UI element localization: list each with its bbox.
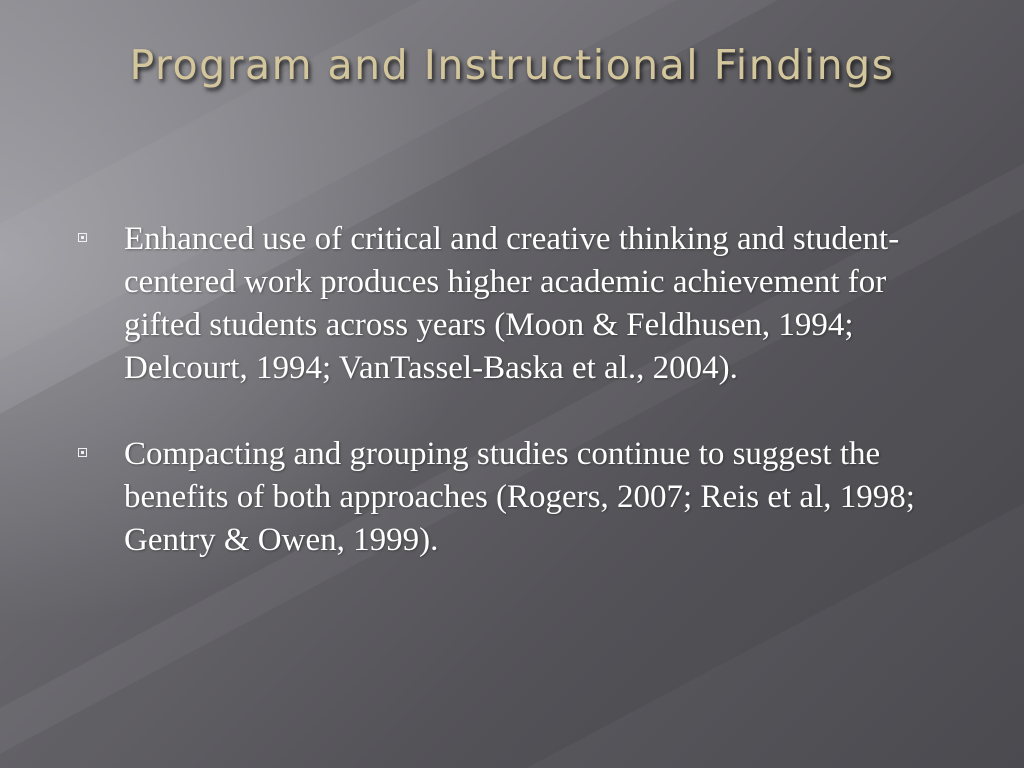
bullet-list: [78, 218, 958, 562]
bullet-item: [78, 433, 958, 562]
bullet-text: Compacting and grouping studies continue to suggest the benefits of both approaches (Rogers, 2007; Reis et al, 1998; Gentry & Owen, 1999).: [124, 436, 915, 558]
bullet-text: Enhanced use of critical and creative thinking and student-centered work produces higher academic achievement for gifted students across years (Moon & Feldhusen, 1994; Delcourt, 1994; VanTassel-Baska et al., 2004).: [124, 221, 900, 386]
bullet-item: [78, 218, 958, 390]
square-bullet-icon: [78, 233, 87, 242]
slide-title: Program and Instructional Findings: [129, 41, 895, 89]
square-bullet-icon: [78, 448, 87, 457]
